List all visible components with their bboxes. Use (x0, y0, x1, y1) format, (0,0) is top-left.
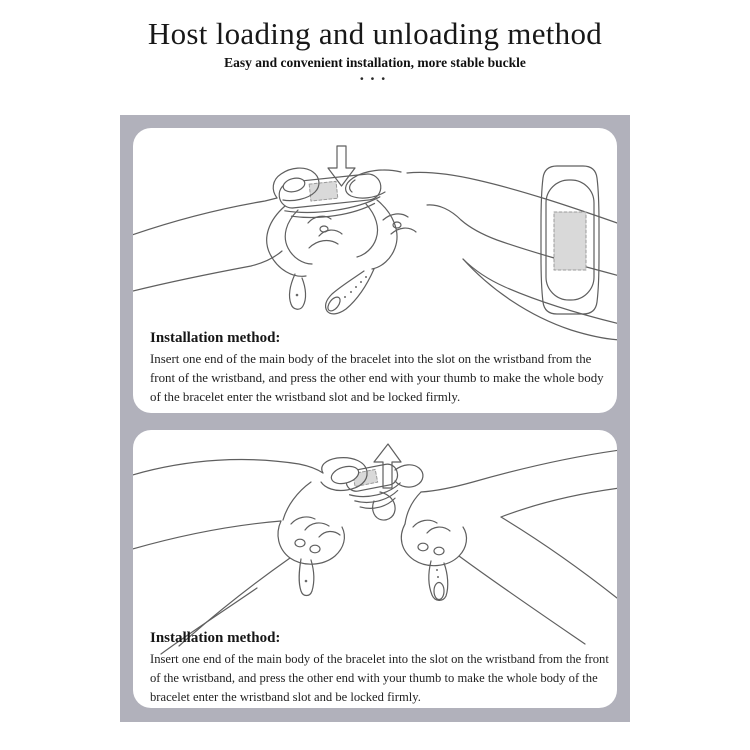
hands-pressing-drawing (133, 168, 617, 340)
bracelet-band-drawing (267, 200, 397, 314)
wristband-front-view-drawing (541, 166, 599, 314)
remove-step-card (133, 430, 617, 708)
install-text-block (150, 329, 607, 407)
instructions-panel (120, 115, 630, 722)
page-subtitle: Easy and convenient installation, more stable buckle (224, 55, 526, 70)
screen-area (554, 212, 586, 270)
method-description-line: Insert one end of the main body of the bracelet into the slot on the wristband from the front (150, 652, 609, 666)
method-description-line: front of the wristband, and press the other end with your thumb to make the whole body (150, 371, 604, 385)
remove-text-block (150, 629, 607, 707)
left-thumbnail (282, 176, 306, 194)
page-title: Host loading and unloading method (147, 16, 603, 51)
method-heading: Installation method: (150, 630, 281, 646)
method-description-line: of the bracelet enter the wristband slot and be locked firmly. (150, 390, 461, 404)
method-heading: Installation method: (150, 330, 281, 346)
screen-area (309, 181, 338, 201)
method-description-line: of the wristband, and press the other end with your thumb to make the whole body of the (150, 671, 598, 685)
install-step-card (133, 128, 617, 413)
section-divider-dots: ··· (358, 69, 391, 88)
method-description-line: bracelet enter the wristband slot and be locked firmly. (150, 690, 421, 704)
method-description-line: Insert one end of the main body of the bracelet into the slot on the wristband from the (150, 352, 592, 366)
